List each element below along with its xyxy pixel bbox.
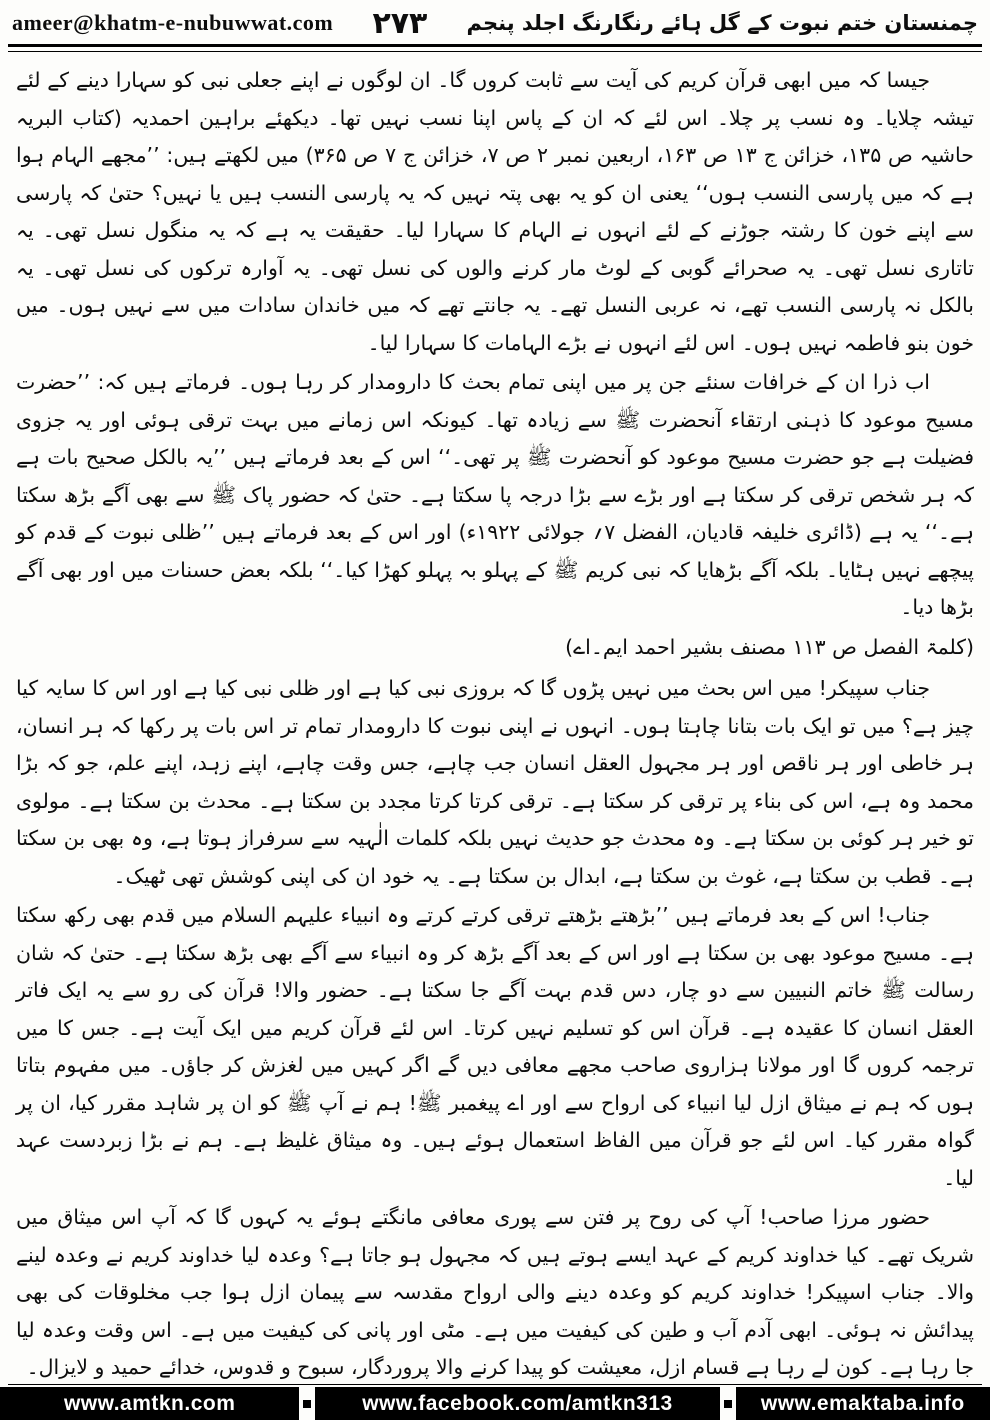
paragraph: حضور مرزا صاحب! آپ کی روح پر فتن سے پوری معافی مانگتے ہوئے یہ کہوں گا کہ آپ اس میثاق میں شریک تھے۔ کیا خداوند کریم کے عہد ایسے ہوتے ہیں کہ مجہول ہو جاتا ہے؟ وعدہ لیا خداوند کریم نے وعدہ لینے والا۔ جناب اسپیکر! خداوند کریم کو وعدہ دینے والی ارواح مقدسہ سے پیمان ازل ہوا جب مخلوقات کی بھی پیدائش نہ ہوئی۔ ابھی آدم آب و طین کی کیفیت میں ہے۔ مٹی اور پانی کی کیفیت میں ہے۔ اس وقت وعدہ لیا جا رہا ہے۔ کون لے رہا ہے قسام ازل، معیشت کو پیدا کرنے والا پروردگار، سبوح و قدوس، خدائے حمید و لایزال۔	[16, 1205, 974, 1379]
page-number: ۲۷۳	[372, 5, 428, 41]
footer-separator	[299, 1387, 315, 1420]
footer-separator	[720, 1387, 736, 1420]
footer-bar	[0, 1387, 990, 1420]
header-double-rule	[8, 44, 982, 52]
square-marker-icon	[303, 1400, 311, 1408]
square-marker-icon	[724, 1400, 732, 1408]
paragraph: جناب سپیکر! میں اس بحث میں نہیں پڑوں گا کہ بروزی نبی کیا ہے اور ظلی نبی کیا ہے اور اس کا سایہ کیا چیز ہے؟ میں تو ایک بات بتانا چاہتا ہوں۔ انہوں نے اپنی نبوت کا دارومدار تمام تر اس بات پر رکھا کہ ہر انسان، ہر خاطی اور ہر ناقص اور ہر مجہول العقل انسان جب چاہے، جس وقت چاہے، اپنے زہد، اپنے علم، جو کہ بڑا محمد وہ ہے، اس کی بناء پر ترقی کر سکتا ہے۔ ترقی کرتا کرتا مجدد بن سکتا ہے۔ محدث بن سکتا ہے۔ مولوی تو خیر ہر کوئی بن سکتا ہے۔ وہ محدث جو حدیث نہیں بلکہ کلمات الٰہیہ سے سرفراز ہوتا ہے، وہ بھی بن سکتا ہے۔ قطب بن سکتا ہے، غوث بن سکتا ہے، ابدال بن سکتا ہے۔ یہ خود ان کی اپنی کوشش تھی ٹھیک۔	[16, 676, 974, 888]
paragraph: جناب! اس کے بعد فرماتے ہیں ’’بڑھتے بڑھتے ترقی کرتے کرتے وہ انبیاء علیہم السلام میں قدم بھی رکھ سکتا ہے۔ مسیح موعود بھی بن سکتا ہے اور اس کے بعد آگے بڑھ کر وہ انبیاء سے آگے بھی بڑھ سکتا ہے۔ حتیٰ کہ شان رسالت ﷺ خاتم النبیین سے دو چار، دس قدم بہت آگے جا سکتا ہے۔ حضور والا! قرآن کی رو سے یہ ایک فاتر العقل انسان کا عقیدہ ہے۔ قرآن اس کو تسلیم نہیں کرتا۔ اس لئے قرآن کریم میں ایک آیت ہے۔ جس کا میں ترجمہ کروں گا اور مولانا ہزاروی صاحب مجھے معافی دیں گے اگر کہیں میں لغزش کر جاؤں۔ میں مفہوم بتاتا ہوں کہ ہم نے میثاق ازل لیا انبیاء کی ارواح سے اور اے پیغمبر ﷺ! ہم نے آپ ﷺ کو ان پر شاہد مقرر کیا، ان پر گواہ مقرر کیا۔ اس لئے جو قرآن میں الفاظ استعمال ہوئے ہیں۔ وہ میثاق غلیظ ہے۔ ہم نے بڑا زبردست عہد لیا۔	[16, 903, 974, 1190]
paragraph: اب ذرا ان کے خرافات سنئے جن پر میں اپنی تمام بحث کا دارومدار کر رہا ہوں۔ فرماتے ہیں کہ: ’’حضرت مسیح موعود کا ذہنی ارتقاء آنحضرت ﷺ سے زیادہ تھا۔ کیونکہ اس زمانے میں بہت ترقی ہوئی اور یہ جزوی فضیلت ہے جو حضرت مسیح موعود کو آنحضرت ﷺ پر تھی۔‘‘ اس کے بعد فرماتے ہیں ’’یہ بالکل صحیح بات ہے کہ ہر شخص ترقی کر سکتا ہے اور بڑے سے بڑا درجہ پا سکتا ہے۔ حتیٰ کہ حضور پاک ﷺ سے بھی آگے بڑھ سکتا ہے۔‘‘ یہ ہے (ڈائری خلیفہ قادیان، الفضل ۷؍ جولائی ۱۹۲۲ء) اور اس کے بعد فرماتے ہیں ’’ظلی نبوت کے قدم کو پیچھے نہیں ہٹایا۔ بلکہ آگے بڑھایا کہ نبی کریم ﷺ کے پہلو بہ پہلو کھڑا کیا۔‘‘ بلکہ بعض حسنات میں اور بھی آگے بڑھا دیا۔	[16, 370, 974, 619]
book-title: چمنستان ختم نبوت کے گل ہائے رنگارنگ اجلد پنجم	[466, 11, 978, 35]
paragraph: جیسا کہ میں ابھی قرآن کریم کی آیت سے ثابت کروں گا۔ ان لوگوں نے اپنے جعلی نبی کو سہارا دینے کے لئے تیشہ چلایا۔ وہ نسب پر چلا۔ اس لئے کہ ان کے پاس اپنا نسب نہیں تھا۔ دیکھئے براہین احمدیہ (کتاب البریہ حاشیہ ص ۱۳۵، خزائن ج ۱۳ ص ۱۶۳، اربعین نمبر ۲ ص ۷، خزائن ج ۷ ص ۳۶۵) میں لکھتے ہیں: ’’مجھے الہام ہوا ہے کہ میں پارسی النسب ہوں‘‘ یعنی ان کو یہ بھی پتہ نہیں کہ یہ پارسی النسب ہیں یا نہیں؟ حتیٰ کہ پارسی سے اپنے خون کا رشتہ جوڑنے کے لئے انہوں نے الہام کا سہارا لیا۔ حقیقت یہ ہے کہ یہ منگول نسل تھی۔ یہ تاتاری نسل تھی۔ یہ صحرائے گوبی کے لوٹ مار کرنے والوں کی نسل تھی۔ یہ آوارہ ترکوں کی نسل تھی۔ یہ بالکل نہ پارسی النسب تھے، نہ عربی النسل تھے۔ یہ جانتے تھے کہ میں خاندان سادات میں سے نہیں ہوں۔ میں خون بنو فاطمہ نہیں ہوں۔ اس لئے انہوں نے بڑے الہامات کا سہارا لیا۔	[16, 68, 974, 355]
paragraph: (کلمۃ الفصل ص ۱۱۳ مصنف بشیر احمد ایم۔اے)	[565, 634, 974, 659]
footer-url-center: www.facebook.com/amtkn313	[315, 1387, 719, 1420]
email-text: ameer@khatm-e-nubuwwat.com	[12, 10, 334, 35]
body-text	[0, 52, 990, 1384]
footer-url-left: www.amtkn.com	[0, 1387, 299, 1420]
page-header	[0, 0, 990, 42]
footer-url-right: www.emaktaba.info	[736, 1387, 990, 1420]
